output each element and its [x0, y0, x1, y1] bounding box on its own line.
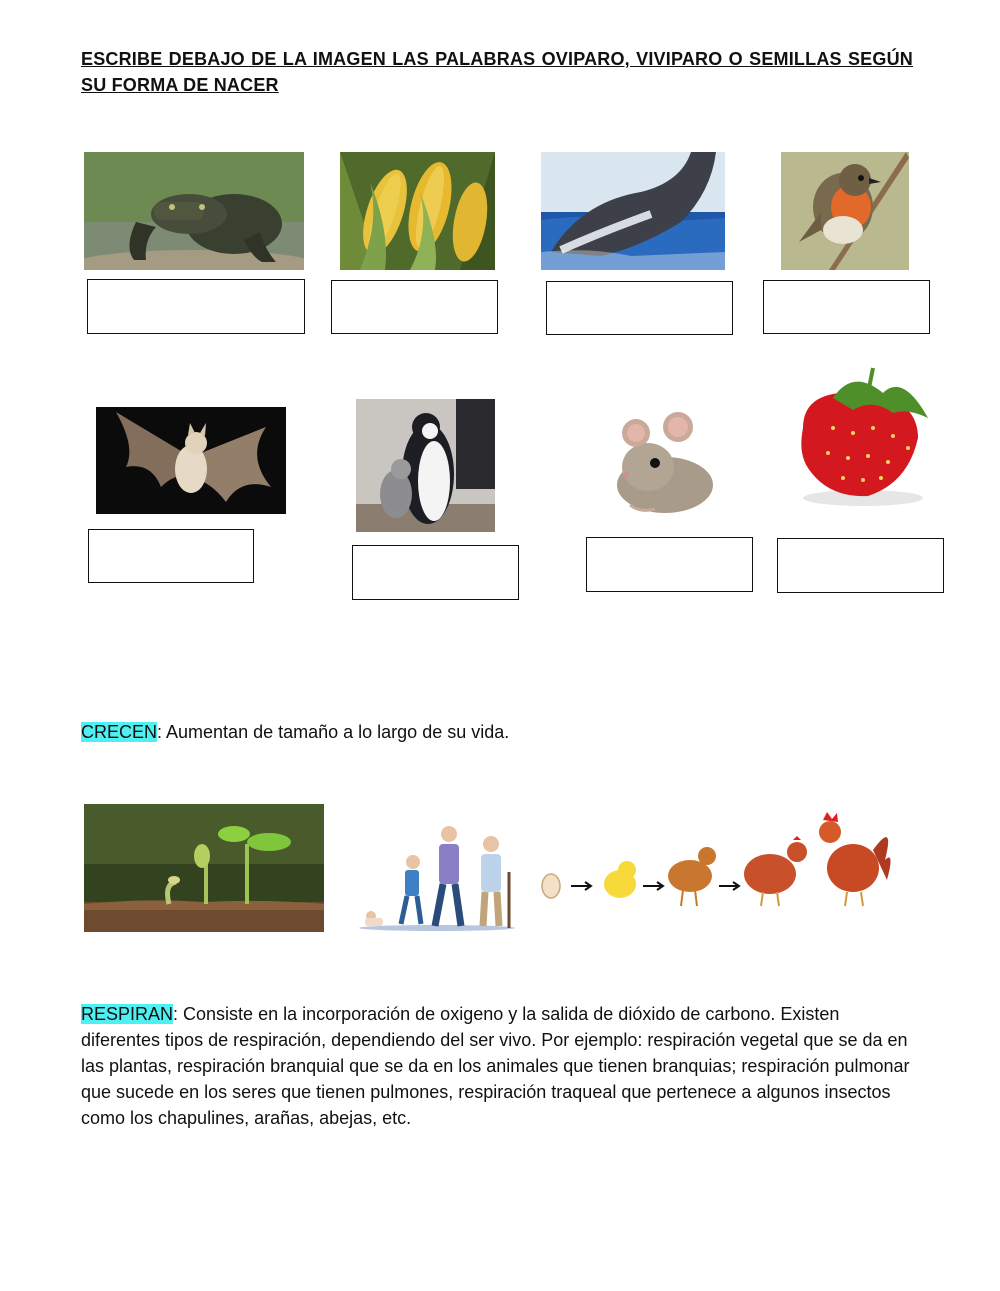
answer-box-bat[interactable]: [88, 529, 254, 583]
answer-box-robin[interactable]: [763, 280, 930, 334]
answer-box-strawberry[interactable]: [777, 538, 944, 593]
chicken-life-cycle-image: [535, 810, 895, 910]
answer-box-mouse[interactable]: [586, 537, 753, 592]
respiran-paragraph: [81, 1001, 921, 1131]
answer-box-corn[interactable]: [331, 280, 498, 334]
answer-box-crocodile[interactable]: [87, 279, 305, 334]
answer-box-whale[interactable]: [546, 281, 733, 335]
robin-image: [781, 152, 909, 270]
answer-box-penguin[interactable]: [352, 545, 519, 600]
bat-image: [96, 407, 286, 514]
crecen-text: : Aumentan de tamaño a lo largo de su vida.: [157, 722, 510, 742]
respiran-text: : Consiste en la incorporación de oxigeno y la salida de dióxido de carbono. Existen diferentes tipos de respiración, dependiendo del ser vivo. Por ejemplo: respiración vegetal que se da en las plantas, respiración branquial que se da en los animales que tienen branquias; respiración pulmonar que sucede en los seres que tienen pulmones, respiración traqueal que pertenece a algunos insectos como los chapulines, arañas, abejas, etc.: [81, 1004, 910, 1128]
instruction-heading: ESCRIBE DEBAJO DE LA IMAGEN LAS PALABRAS OVIPARO, VIVIPARO O SEMILLAS SEGÚN SU FORMA DE NACER: [81, 49, 913, 95]
crecen-term: CRECEN: [81, 722, 158, 742]
human-growth-image: [357, 822, 517, 932]
mouse-image: [600, 405, 720, 520]
crocodile-image: [84, 152, 304, 270]
respiran-term: RESPIRAN: [81, 1004, 174, 1024]
corn-image: [340, 152, 495, 270]
crecen-paragraph: [81, 719, 921, 745]
seedlings-image: [84, 804, 324, 932]
strawberry-image: [773, 358, 951, 514]
whale-image: [541, 152, 725, 270]
penguin-image: [356, 399, 495, 532]
